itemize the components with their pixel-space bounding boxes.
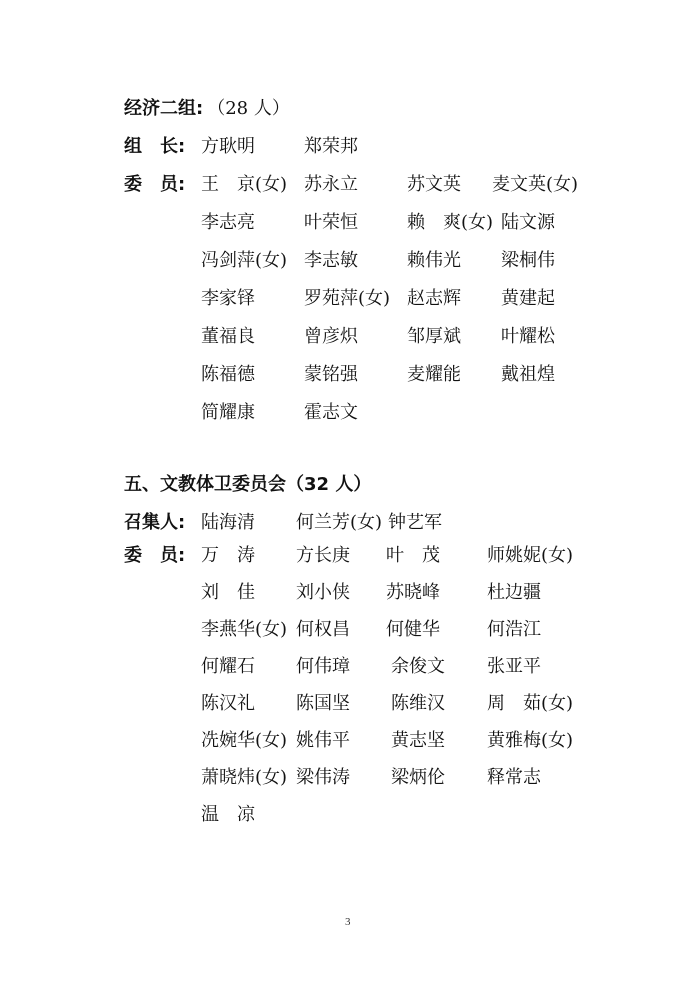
member-name: 麦耀能 [407,364,461,385]
member-name: 何耀石 [201,656,255,677]
member-name: 黄建起 [501,288,555,309]
committee-heading: 五、文教体卫委员会（32 人） [124,474,372,495]
member-name: 陈汉礼 [201,693,255,714]
member-name: 麦文英(女) [492,174,579,195]
group-leader-name: 方耿明 [201,136,255,157]
member-name: 李家铎 [201,288,255,309]
member-name: 周 茹(女) [487,693,574,714]
page-number: 3 [345,916,351,928]
member-name: 叶耀松 [501,326,555,347]
member-name: 陆文源 [501,212,555,233]
member-name: 释常志 [487,767,541,788]
member-name: 赖伟光 [407,250,461,271]
member-name: 黄雅梅(女) [487,730,574,751]
member-name: 赖 爽(女) [407,212,494,233]
member-name: 苏永立 [304,174,358,195]
group-heading [124,98,290,120]
member-name: 杜边疆 [487,582,541,603]
member-name: 姚伟平 [296,730,350,751]
convener-name: 钟艺军 [388,512,442,533]
committee-member-label: 委 员: [124,545,186,566]
convener-name: 何兰芳(女) [296,512,383,533]
member-name: 戴祖煌 [501,364,555,385]
group-leader-label: 组 长: [124,136,186,157]
member-name: 李燕华(女) [201,619,288,640]
member-name: 陈福德 [201,364,255,385]
member-name: 刘小侠 [296,582,350,603]
member-name: 万 涛 [201,545,255,566]
member-name: 霍志文 [304,402,358,423]
member-name: 简耀康 [201,402,255,423]
member-name: 陈维汉 [391,693,445,714]
member-name: 叶 茂 [386,545,440,566]
member-name: 冯剑萍(女) [201,250,288,271]
member-name: 何权昌 [296,619,350,640]
committee-convener-label: 召集人: [124,512,186,533]
member-name: 余俊文 [391,656,445,677]
member-name: 方长庚 [296,545,350,566]
member-name: 李志亮 [201,212,255,233]
member-name: 王 京(女) [201,174,288,195]
member-name: 温 凉 [201,804,255,825]
member-name: 赵志辉 [407,288,461,309]
member-name: 梁伟涛 [296,767,350,788]
member-name: 苏晓峰 [386,582,440,603]
member-name: 张亚平 [487,656,541,677]
member-name: 师姚妮(女) [487,545,574,566]
member-name: 曾彦炽 [304,326,358,347]
member-name: 罗苑萍(女) [304,288,391,309]
member-name: 李志敏 [304,250,358,271]
member-name: 何伟璋 [296,656,350,677]
member-name: 萧晓炜(女) [201,767,288,788]
member-name: 何浩江 [487,619,541,640]
member-name: 冼婉华(女) [201,730,288,751]
member-name: 刘 佳 [201,582,255,603]
group-member-label: 委 员: [124,174,186,195]
member-name: 梁桐伟 [501,250,555,271]
member-name: 何健华 [386,619,440,640]
member-name: 梁炳伦 [391,767,445,788]
member-name: 苏文英 [407,174,461,195]
member-name: 董福良 [201,326,255,347]
member-name: 蒙铭强 [304,364,358,385]
member-name: 黄志坚 [391,730,445,751]
group-leader-name: 郑荣邦 [304,136,358,157]
convener-name: 陆海清 [201,512,255,533]
member-name: 叶荣恒 [304,212,358,233]
group-heading-count: （28 人） [207,98,290,119]
member-name: 陈国坚 [296,693,350,714]
group-heading-title: 经济二组: [124,98,204,119]
member-name: 邹厚斌 [407,326,461,347]
